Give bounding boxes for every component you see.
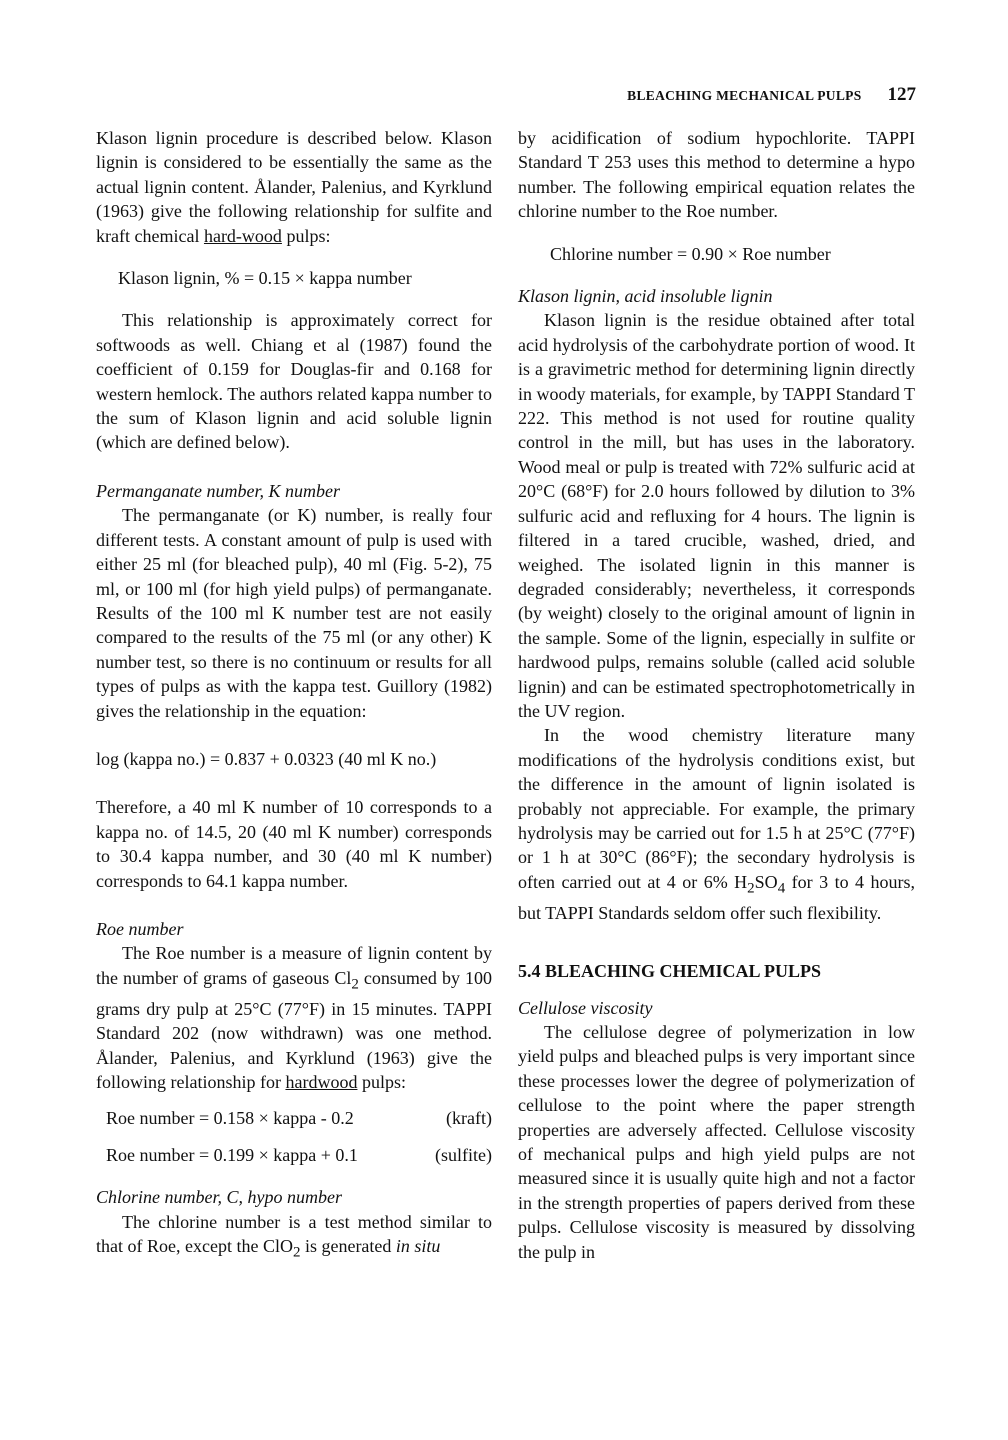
- subheading-klason: Klason lignin, acid insoluble lignin: [518, 286, 773, 307]
- paragraph: The Roe number is a measure of lignin content by the number of grams of gaseous $Cl_2$ consumed by 100 grams dry pulp at 25°C (77°F) in 15 minutes. TAPPI Standard 202 (now withdrawn) was one method. Ålander, Palenius, and Kyrklund (1963) give the following relationship for hardwood pulps:: [96, 943, 492, 1092]
- paragraph: Therefore, a 40 ml K number of 10 corresponds to a kappa no. of 14.5, 20 (40 ml K number) corresponds to 30.4 kappa number, and 30 (40 ml K number) corresponds to 64.1 kappa number.: [96, 797, 492, 891]
- paragraph: Klason lignin procedure is described below. Klason lignin is considered to be essentially the same as the actual lignin content. Ålander, Palenius, and Kyrklund (1963) give the following relationship for sulfite and kraft chemical hard-wood pulps:: [96, 128, 492, 246]
- equation-klason: Klason lignin, % = 0.15 × kappa number: [118, 268, 412, 289]
- equation-roe-kraft: Roe number = 0.158 × kappa - 0.2 (kraft): [106, 1108, 492, 1129]
- paragraph: The cellulose degree of polymerization in low yield pulps and bleached pulps is very important since these processes lower the degree of polymerization of cellulose to the point where the paper strength properties are adversely affected. Cellulose viscosity of mechanical pulps and high yield pulps are not measured since it is usually quite high and not a factor in the strength properties of papers derived from these pulps. Cellulose viscosity is measured by dissolving the pulp in: [518, 1022, 915, 1262]
- equation-roe-sulfite: Roe number = 0.199 × kappa + 0.1 (sulfite): [106, 1144, 492, 1165]
- equation-chlorine: Chlorine number = 0.90 × Roe number: [550, 243, 831, 264]
- page-number: 127: [887, 84, 916, 105]
- left-column: [96, 126, 492, 1265]
- paragraph: This relationship is approximately correct for softwoods as well. Chiang et al (1987) found the coefficient of 0.159 for Douglas-fir and 0.168 for western hemlock. The authors related kappa number to the sum of Klason lignin and acid soluble lignin (which are defined below).: [96, 310, 492, 453]
- paragraph: by acidification of sodium hypochlorite. TAPPI Standard T 253 uses this method to determine a hypo number. The following empirical equation relates the chlorine number to the Roe number.: [518, 128, 915, 222]
- equation-kappa-log: log (kappa no.) = 0.837 + 0.0323 (40 ml K no.): [96, 748, 437, 769]
- running-head: BLEACHING MECHANICAL PULPS: [627, 88, 862, 103]
- subheading-cellulose: Cellulose viscosity: [518, 997, 653, 1018]
- subheading-permanganate: Permanganate number, K number: [96, 480, 340, 501]
- section-heading: 5.4 BLEACHING CHEMICAL PULPS: [518, 961, 822, 982]
- subheading-roe: Roe number: [96, 918, 184, 939]
- paragraph: The permanganate (or K) number, is really four different tests. A constant amount of pulp is used with either 25 ml (for bleached pulp), 40 ml (Fig. 5-2), 75 ml, or 100 ml (for high yield pulps) of permanganate. Results of the 100 ml K number test are not easily compared to the results of the 75 ml (or any other) K number test, so there is no continuum or results for all types of pulps as with the kappa test. Guillory (1982) gives the relationship in the equation:: [96, 505, 492, 721]
- subheading-chlorine: Chlorine number, C, hypo number: [96, 1187, 342, 1208]
- page-header: [627, 84, 916, 106]
- right-column: [518, 126, 915, 1264]
- paragraph: Klason lignin is the residue obtained after total acid hydrolysis of the carbohydrate portion of wood. It is a gravimetric method for determining lignin directly in woody materials, for example, by TAPPI Standard T 222. This method is not used for routine quality control in the mill, but has uses in the laboratory. Wood meal or pulp is treated with 72% sulfuric acid at 20°C (68°F) for 2.0 hours followed by dilution to 3% sulfuric acid and refluxing for 4 hours. The lignin is filtered in a tared crucible, washed, dried, and weighed. The isolated lignin in this manner is degraded considerably; nevertheless, it corresponds (by weight) closely to the original amount of lignin in the sample. Some of the lignin, especially in sulfite or hardwood pulps, remains soluble (called acid soluble lignin) and can be estimated spectrophotometrically in the UV region.: [518, 310, 915, 721]
- paragraph: The chlorine number is a test method similar to that of Roe, except the ClO$_2$ is generated in situ: [96, 1211, 492, 1261]
- paragraph: In the wood chemistry literature many modifications of the hydrolysis conditions exist, but the difference in the amount of lignin isolated is probably not appreciable. For example, the primary hydrolysis may be carried out for 1.5 h at 25°C (77°F) or 1 h at 30°C (86°F); the secondary hydrolysis is often carried out at 4 or 6% $H_2SO_4$ for 3 to 4 hours, but TAPPI Standards seldom offer such flexibility.: [518, 725, 915, 923]
